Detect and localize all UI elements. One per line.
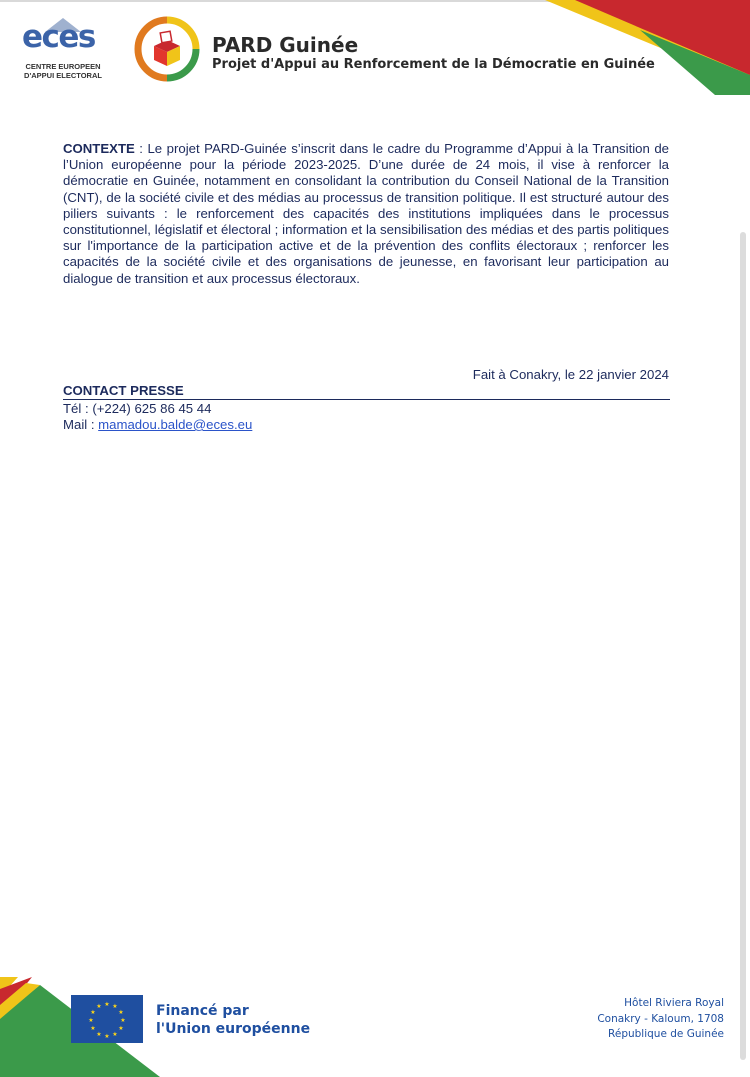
svg-text:★: ★	[96, 1003, 102, 1010]
svg-text:★: ★	[112, 1003, 118, 1010]
mail-label: Mail :	[63, 417, 99, 432]
svg-text:★: ★	[112, 1031, 118, 1038]
eu-funding-label	[156, 1002, 310, 1038]
place-date: Fait à Conakry, le 22 janvier 2024	[472, 367, 669, 382]
svg-text:★: ★	[104, 1033, 110, 1040]
tel-value: (+224) 625 86 45 44	[92, 401, 212, 416]
contact-mail	[63, 417, 252, 432]
eu-flag-icon	[71, 995, 143, 1043]
eces-logo-subtitle	[18, 62, 108, 80]
context-paragraph	[63, 141, 669, 287]
svg-text:★: ★	[120, 1017, 126, 1024]
mail-link[interactable]: mamadou.balde@eces.eu	[98, 417, 253, 432]
svg-text:★: ★	[118, 1009, 124, 1016]
address-line3: République de Guinée	[608, 1028, 724, 1040]
page-title: PARD Guinée	[212, 33, 359, 57]
svg-text:★: ★	[90, 1009, 96, 1016]
svg-text:★: ★	[90, 1025, 96, 1032]
contact-tel	[63, 401, 211, 416]
eces-logo-word: eces	[22, 19, 95, 55]
svg-text:★: ★	[104, 1001, 110, 1008]
svg-text:★: ★	[96, 1031, 102, 1038]
svg-text:★: ★	[88, 1017, 94, 1024]
address-line1: Hôtel Riviera Royal	[624, 997, 724, 1009]
footer-address	[597, 996, 724, 1043]
eu-funding-line1: Financé par	[156, 1003, 249, 1019]
eu-funding-line2: l'Union européenne	[156, 1021, 311, 1037]
context-lead: CONTEXTE	[63, 141, 135, 156]
contact-heading: CONTACT PRESSE	[63, 383, 670, 400]
eces-logo	[18, 18, 110, 82]
page-subtitle: Projet d'Appui au Renforcement de la Démocratie en Guinée	[212, 57, 655, 72]
context-text: : Le projet PARD-Guinée s’inscrit dans le cadre du Programme d’Appui à la Transition de l’Union européenne pour la période 2023-2025. D’une durée de 24 mois, il vise à renforcer la démocratie en Guinée, notamment en consolidant la contribution du Conseil National de la Transition (CNT), de la société civile et des médias au processus de transition politique. Il est structuré autour des piliers suivants : le renforcement des capacités des institutions impliquées dans le processus constitutionnel, législatif et électoral ; information et la sensibilisation des médias et des partis politiques sur l'importance de la participation active et de la prévention des conflits électoraux ; renforcer les capacités de la société civile et des organisations de jeunesse, en favorisant leur participation au dialogue de transition et aux processus électoraux.	[63, 141, 669, 286]
ballot-box-emblem-icon	[130, 16, 204, 82]
eces-subtitle-line1: CENTRE EUROPEEN	[25, 62, 101, 71]
tel-label: Tél :	[63, 401, 93, 416]
corner-decoration-top-right	[545, 0, 750, 95]
eces-subtitle-line2: D'APPUI ELECTORAL	[24, 71, 102, 80]
svg-text:★: ★	[118, 1025, 124, 1032]
address-line2: Conakry - Kaloum, 1708	[597, 1012, 724, 1025]
scrollbar[interactable]	[740, 232, 746, 1060]
